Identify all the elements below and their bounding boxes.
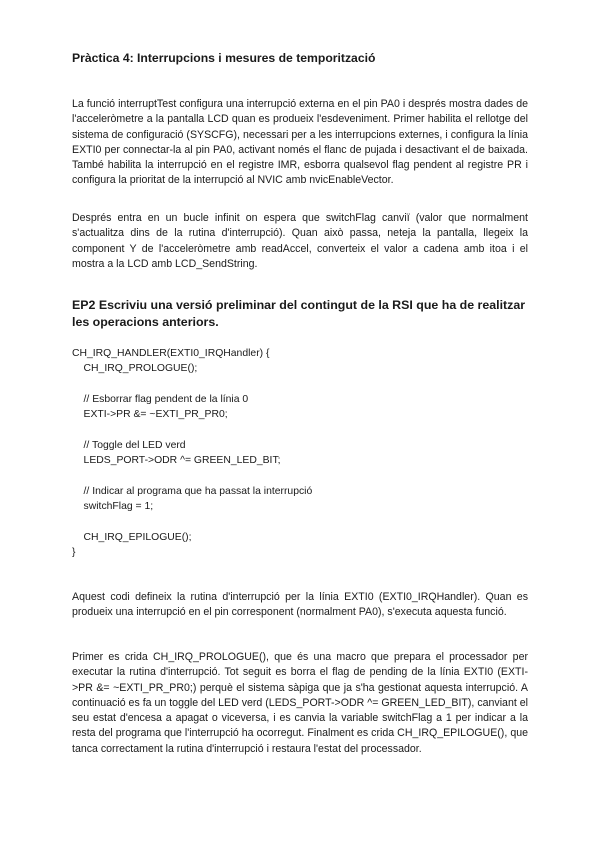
page-title: Pràctica 4: Interrupcions i mesures de temporització	[72, 51, 376, 65]
code-line: switchFlag = 1;	[72, 500, 154, 512]
code-line	[72, 377, 532, 392]
code-line	[72, 422, 532, 437]
intro-paragraph-1: La funció interruptTest configura una interrupció externa en el pin PA0 i després mostra dades de l'acceleròmetre a la pantalla LCD quan es produeix l'esdeveniment. Primer habilita el rellotge del sistema de configuració (SYSCFG), necessari per a les interrupcions externes, i configura la línia EXTI0 per connectar-la al pin PA0, activant només el flanc de pujada i desactivant el de baixada. També habilita la interrupció en el registre IMR, esborra qualsevol flag pendent al registre PR i configura la prioritat de la interrupció al NVIC amb nvicEnableVector.	[72, 98, 528, 187]
code-line: // Esborrar flag pendent de la línia 0	[72, 393, 249, 405]
explanation-paragraph-2: Primer es crida CH_IRQ_PROLOGUE(), que és una macro que prepara el processador per executar la rutina d'interrupció. Tot seguit es borra el flag de pending de la línia EXTI0 (EXTI->PR &= ~EXTI_PR_PR0;) perquè el sistema sàpiga que ja s'ha gestionat aquesta interrupció. A continuació es fa un toggle del LED verd (LEDS_PORT->ODR ^= GREEN_LED_BIT), canviant el seu estat d'encesa a apagat o viceversa, i es canvia la variable switchFlag a 1 per indicar a la resta del programa que l'interrupció ha ocorregut. Finalment es crida CH_IRQ_EPILOGUE(), que tanca correctament la rutina d'interrupció i restaura l'estat del processador.	[72, 651, 528, 755]
code-line: CH_IRQ_EPILOGUE();	[72, 531, 192, 543]
code-line: }	[72, 546, 76, 558]
explanation-paragraph-1: Aquest codi defineix la rutina d'interrupció per la línia EXTI0 (EXTI0_IRQHandler). Quan es produeix una interrupció en el pin corresponent (normalment PA0), s'executa aquesta funció.	[72, 591, 528, 619]
code-line: LEDS_PORT->ODR ^= GREEN_LED_BIT;	[72, 455, 281, 467]
code-line	[72, 468, 532, 483]
intro-paragraph-2: Després entra en un bucle infinit on espera que switchFlag canviï (valor que normalment s'actualitza dins de la rutina d'interrupció). Quan això passa, neteja la pantalla, llegeix la component Y de l'acceleròmetre amb readAccel, converteix el valor a cadena amb itoa i el mostra a la LCD amb LCD_SendString.	[72, 212, 528, 270]
section-heading-ep2: EP2 Escriviu una versió preliminar del contingut de la RSI que ha de realitzar les operacions anteriors.	[72, 298, 526, 329]
code-line	[72, 514, 532, 529]
code-line: // Indicar al programa que ha passat la interrupció	[72, 485, 313, 497]
code-line: CH_IRQ_HANDLER(EXTI0_IRQHandler) {	[72, 348, 270, 359]
code-block	[72, 346, 532, 560]
code-line: // Toggle del LED verd	[72, 439, 186, 451]
code-line: CH_IRQ_PROLOGUE();	[72, 363, 198, 375]
code-line: EXTI->PR &= ~EXTI_PR_PR0;	[72, 409, 228, 421]
